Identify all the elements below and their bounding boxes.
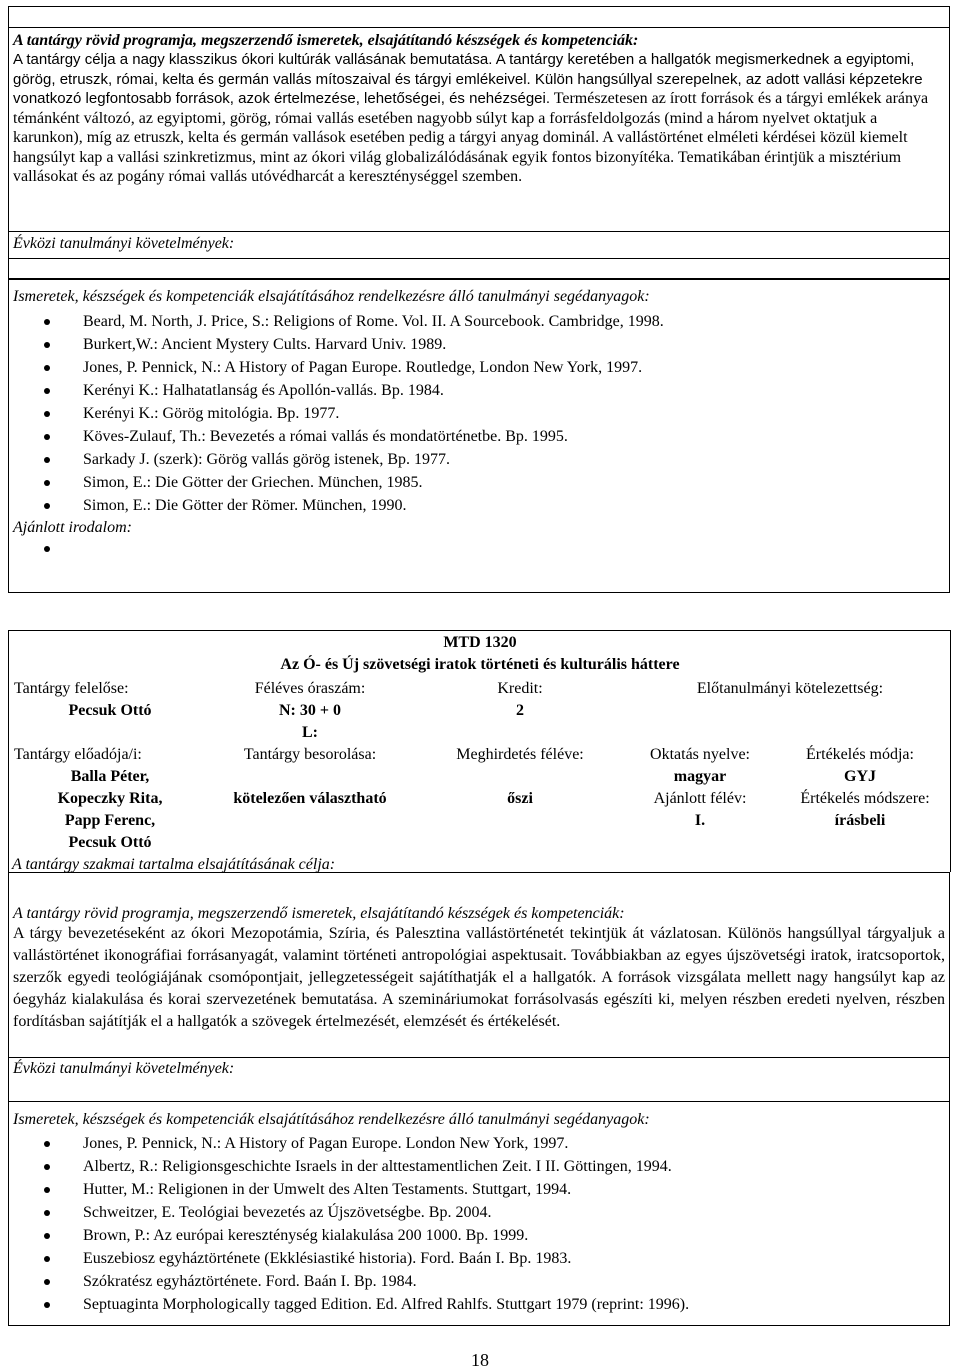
resource-item: Brown, P.: Az európai kereszténység kialakulása 200 1000. Bp. 1999. bbox=[9, 1224, 945, 1247]
resources-section-2 bbox=[8, 1102, 950, 1326]
resource-item: Beard, M. North, J. Price, S.: Religions of Rome. Vol. II. A Sourcebook. Cambridge, 1998. bbox=[9, 310, 945, 333]
recommended-reading-list bbox=[9, 537, 945, 560]
resources-heading: Ismeretek, készségek és kompetenciák elsajátításához rendelkezésre álló tanulmányi segédanyagok: bbox=[13, 288, 650, 305]
elotanulmany-label: Előtanulmányi kötelezettség: bbox=[696, 680, 884, 697]
resource-item: Albertz, R.: Religionsgeschichte Israels in der alttestamentlichen Zeit. I II. Göttingen, 1994. bbox=[9, 1155, 945, 1178]
program-paragraph-2: A tárgy bevezetéseként az ókori Mezopotámia, Szíria, és Palesztina vallástörténetét tekintjük át vázlatosan. Különös hangsúllyal tárgyaljuk a vallástörténet ikonográfiai forrásanyagát, valamint történeti antropológiai aspektusait. Továbbiakban az egyes újszövetségi iratok, iratcsoportok, szerzők egyedi teológiájának csomópontjait, jellegzetességeit sajátíthatják el a hallgatók. A források vizsgálata mellett nagy hangsúlyt kap az óegyház kialakulása és korai szervezetének bemutatása. A szemináriumokat forrásolvasás egészíti ki, melyen részben eredeti nyelven, részben fordításban sajátítják el a hallgatók a szövegek értelmezését, elemzését és értékelését. bbox=[13, 925, 945, 1030]
oraszam-label: Féléves óraszám: bbox=[254, 680, 366, 697]
cel-label: A tantárgy szakmai tartalma elsajátításának célja: bbox=[12, 856, 336, 873]
resources-list-2 bbox=[9, 1132, 945, 1316]
ajanlott-felev-value: I. bbox=[694, 812, 706, 829]
nyelv-label: Oktatás nyelve: bbox=[650, 746, 750, 763]
resource-item: Kerényi K.: Görög mitológia. Bp. 1977. bbox=[9, 402, 945, 425]
felelos-value: Pecsuk Ottó bbox=[68, 702, 152, 719]
resource-item: Sarkady J. (szerk): Görög vallás görög istenek, Bp. 1977. bbox=[9, 448, 945, 471]
resource-item: Köves-Zulauf, Th.: Bevezetés a római vallás és mondatörténetbe. Bp. 1995. bbox=[9, 425, 945, 448]
resource-item: Jones, P. Pennick, N.: A History of Pagan Europe. London New York, 1997. bbox=[9, 1132, 945, 1155]
program-heading-2: A tantárgy rövid programja, megszerzendő ismeretek, elsajátítandó készségek és kompetenciák: bbox=[13, 905, 625, 922]
resource-item: Hutter, M.: Religionen in der Umwelt des Alten Testaments. Stuttgart, 1994. bbox=[9, 1178, 945, 1201]
resource-item: Kerényi K.: Halhatatlanság és Apollón-vallás. Bp. 1984. bbox=[9, 379, 945, 402]
midterm-requirements-label: Évközi tanulmányi követelmények: bbox=[13, 235, 235, 252]
resource-item: Szókratész egyháztörténete. Ford. Baán I. Bp. 1984. bbox=[9, 1270, 945, 1293]
resource-item: Schweitzer, E. Teológiai bevezetés az Újszövetségbe. Bp. 2004. bbox=[9, 1201, 945, 1224]
eloado-label: Tantárgy előadója/i: bbox=[14, 746, 142, 763]
midterm-requirements-label-2: Évközi tanulmányi követelmények: bbox=[13, 1060, 235, 1077]
course-program-box-1 bbox=[8, 6, 950, 27]
besorolas-label: Tantárgy besorolása: bbox=[243, 746, 377, 763]
recommended-reading-label: Ajánlott irodalom: bbox=[13, 519, 132, 536]
resource-item: Euszebiosz egyháztörténete (Ekklésiastiké historia). Ford. Baán I. Bp. 1983. bbox=[9, 1247, 945, 1270]
resources-heading-2: Ismeretek, készségek és kompetenciák elsajátításához rendelkezésre álló tanulmányi segédanyagok: bbox=[13, 1111, 650, 1128]
meghirdetes-value: őszi bbox=[507, 790, 533, 807]
program-paragraph-sans: A tantárgy célja a nagy klasszikus ókori kultúrák vallásának bemutatása. A tantárgy keretében a hallgatók megismerkednek a egyiptomi, görög, etruszk, római, kelta és germán vallás mítoszaival és tárgyi emlékeivel. Külön hangsúllyal szerepelnek, az adott vallási képzetekre vonatkozó legfontosabb források, azok értelmezése, lehetőségei, és nehézségei. bbox=[13, 51, 923, 107]
program-paragraph-serif: Természetesen az írott források és a tárgyi emlékek aránya témánként változó, az egyiptomi, görög, római vallás esetében nagyobb súlyt kap a forrásfeldolgozás (mind a három nyelvet oktatjuk a karunkon), míg az etruszk, kelta és germán vallások esetében pedig a tárgyi anyag dominál. A vallástörténet elméleti kérdései közül kiemelt hangsúlyt kap a vallási szinkretizmus, mint az ókori világ globalizálódásának egyik fontos bizonyítéka. Tematikában érintjük a misztérium vallásokat és az pogány római vallás utóvédharcát a kereszténységgel szemben. bbox=[13, 90, 929, 185]
midterm-requirements-section-2 bbox=[8, 1058, 950, 1102]
resource-item: Simon, E.: Die Götter der Römer. München, 1990. bbox=[9, 494, 945, 517]
ertekeles-modja-label: Értékelés módja: bbox=[806, 746, 914, 763]
kredit-value: 2 bbox=[516, 702, 524, 719]
oraszam-l: L: bbox=[302, 724, 318, 741]
resources-list bbox=[9, 310, 945, 517]
midterm-requirements-section-1 bbox=[8, 231, 950, 279]
besorolas-value: kötelezően választható bbox=[233, 790, 387, 807]
kredit-label: Kredit: bbox=[497, 680, 543, 697]
ertekeles-modszere-value: írásbeli bbox=[834, 812, 886, 829]
program-heading: A tantárgy rövid programja, megszerzendő ismeretek, elsajátítandó készségek és kompetenciák: bbox=[13, 32, 639, 49]
eloado-4: Pecsuk Ottó bbox=[68, 834, 152, 851]
recommended-item bbox=[9, 537, 945, 560]
resources-section-1 bbox=[8, 279, 950, 593]
course-program-section-1 bbox=[8, 27, 950, 259]
course-code: MTD 1320 bbox=[443, 634, 517, 651]
resource-item: Septuaginta Morphologically tagged Edition. Ed. Alfred Rahlfs. Stuttgart 1979 (reprint: 1996). bbox=[9, 1293, 945, 1316]
course-title: Az Ó- és Új szövetségi iratok történeti és kulturális háttere bbox=[280, 656, 680, 673]
resource-item: Burkert,W.: Ancient Mystery Cults. Harvard Univ. 1989. bbox=[9, 333, 945, 356]
ertekeles-modszere-label: Értékelés módszere: bbox=[800, 790, 930, 807]
eloado-2: Kopeczky Rita, bbox=[57, 790, 163, 807]
page-number: 18 bbox=[471, 1350, 489, 1370]
ertekeles-modja-value: GYJ bbox=[844, 768, 876, 785]
oraszam-n: N: 30 + 0 bbox=[279, 702, 341, 719]
ajanlott-felev-label: Ajánlott félév: bbox=[653, 790, 747, 807]
eloado-1: Balla Péter, bbox=[70, 768, 150, 785]
resource-item: Jones, P. Pennick, N.: A History of Pagan Europe. Routledge, London New York, 1997. bbox=[9, 356, 945, 379]
course-program-section-2 bbox=[8, 872, 950, 1058]
eloado-3: Papp Ferenc, bbox=[64, 812, 156, 829]
nyelv-value: magyar bbox=[673, 768, 727, 785]
meghirdetes-label: Meghirdetés féléve: bbox=[456, 746, 584, 763]
resource-item: Simon, E.: Die Götter der Griechen. München, 1985. bbox=[9, 471, 945, 494]
felelos-label: Tantárgy felelőse: bbox=[14, 680, 129, 697]
